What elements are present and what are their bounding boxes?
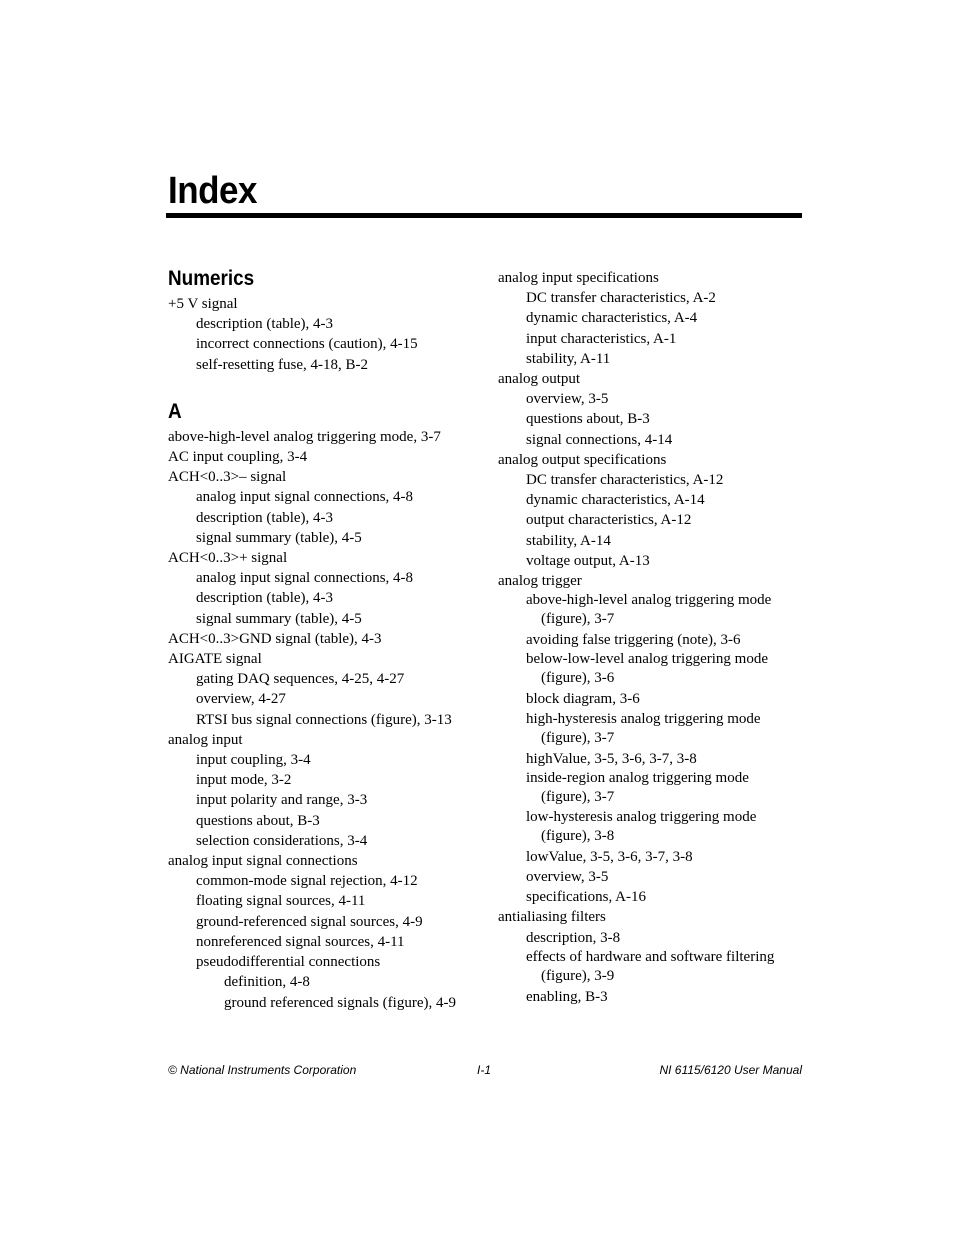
index-subsubentry: ground referenced signals (figure), 4-9 — [224, 994, 456, 1011]
index-subentry: above-high-level analog triggering mode (figure), 3-7 — [526, 592, 772, 628]
index-subentry: description (table), 4-3 — [196, 509, 334, 526]
index-subentry: ground-referenced signal sources, 4-9 — [196, 913, 423, 930]
index-subentry: selection considerations, 3-4 — [196, 832, 368, 849]
index-entry: antialiasing filters — [498, 909, 606, 926]
index-subentry: block diagram, 3-6 — [526, 691, 640, 708]
index-subentry: questions about, B-3 — [526, 411, 650, 428]
index-subentry: specifications, A-16 — [526, 889, 646, 906]
index-entry: analog trigger — [498, 573, 582, 590]
index-subentry: overview, 3-5 — [526, 391, 609, 408]
index-subentry: common-mode signal rejection, 4-12 — [196, 873, 418, 890]
index-subentry: input mode, 3-2 — [196, 772, 292, 789]
index-subentry: DC transfer characteristics, A-2 — [526, 290, 716, 307]
index-subentry: effects of hardware and software filtering (figure), 3-9 — [526, 948, 775, 984]
index-subentry: signal connections, 4-14 — [526, 431, 673, 448]
index-subentry: dynamic characteristics, A-14 — [526, 492, 705, 509]
index-entry: AC input coupling, 3-4 — [168, 449, 308, 466]
index-subentry: input polarity and range, 3-3 — [196, 792, 368, 809]
footer-copyright: © National Instruments Corporation — [168, 1063, 357, 1077]
index-entry: +5 V signal — [168, 296, 238, 312]
index-entry: AIGATE signal — [168, 651, 262, 668]
index-subentry: nonreferenced signal sources, 4-11 — [196, 933, 405, 950]
index-subentry: low-hysteresis analog triggering mode (figure), 3-8 — [526, 808, 757, 844]
index-subentry: output characteristics, A-12 — [526, 512, 692, 529]
index-entry: ACH<0..3>– signal — [168, 469, 287, 486]
index-subentry: description (table), 4-3 — [196, 316, 334, 333]
right-column — [498, 268, 802, 1007]
title-rule — [166, 213, 802, 218]
index-subentry: high-hysteresis analog triggering mode (figure), 3-7 — [526, 710, 761, 746]
index-subentry: stability, A-11 — [526, 350, 611, 367]
index-subentry: input characteristics, A-1 — [526, 330, 677, 347]
section-heading-numerics: Numerics — [168, 267, 255, 290]
index-subentry: overview, 3-5 — [526, 869, 609, 886]
index-entry: analog output — [498, 371, 581, 388]
index-entry: analog input signal connections — [168, 853, 358, 870]
index-subentry: below-low-level analog triggering mode (figure), 3-6 — [526, 651, 769, 687]
index-subentry: incorrect connections (caution), 4-15 — [196, 336, 418, 353]
index-subentry: signal summary (table), 4-5 — [196, 610, 362, 627]
index-subentry: overview, 4-27 — [196, 691, 286, 708]
index-subentry: pseudodifferential connections — [196, 954, 381, 971]
section-heading-a: A — [168, 399, 182, 423]
footer-manual-title: NI 6115/6120 User Manual — [659, 1063, 802, 1077]
page-title: Index — [168, 170, 258, 212]
left-column — [168, 264, 478, 1013]
index-subentry: floating signal sources, 4-11 — [196, 893, 366, 910]
index-subentry: stability, A-14 — [526, 532, 611, 549]
index-subentry: questions about, B-3 — [196, 812, 320, 829]
index-subentry: self-resetting fuse, 4-18, B-2 — [196, 356, 369, 373]
index-subentry: analog input signal connections, 4-8 — [196, 489, 414, 506]
index-subentry: description (table), 4-3 — [196, 590, 334, 607]
index-entry: ACH<0..3>GND signal (table), 4-3 — [168, 630, 382, 647]
index-entry: above-high-level analog triggering mode, 3-7 — [168, 428, 441, 445]
index-entry: analog input — [168, 731, 243, 748]
index-entry: ACH<0..3>+ signal — [168, 550, 288, 567]
index-subentry: analog input signal connections, 4-8 — [196, 570, 414, 587]
index-subentry: DC transfer characteristics, A-12 — [526, 472, 724, 489]
index-subentry: dynamic characteristics, A-4 — [526, 310, 698, 327]
section-gap — [168, 375, 478, 397]
footer-page-number: I-1 — [477, 1063, 492, 1077]
index-subsubentry: definition, 4-8 — [224, 974, 310, 991]
index-subentry: description, 3-8 — [526, 929, 621, 946]
index-subentry: avoiding false triggering (note), 3-6 — [526, 632, 741, 649]
index-entry: analog input specifications — [498, 270, 659, 286]
index-subentry: signal summary (table), 4-5 — [196, 529, 362, 546]
index-subentry: highValue, 3-5, 3-6, 3-7, 3-8 — [526, 750, 697, 767]
index-subentry: voltage output, A-13 — [526, 552, 650, 569]
index-subentry: inside-region analog triggering mode (figure), 3-7 — [526, 769, 749, 805]
index-subentry: RTSI bus signal connections (figure), 3-13 — [196, 711, 452, 728]
index-subentry: enabling, B-3 — [526, 988, 608, 1005]
index-entry: analog output specifications — [498, 451, 667, 468]
index-subentry: gating DAQ sequences, 4-25, 4-27 — [196, 671, 405, 688]
index-subentry: input coupling, 3-4 — [196, 752, 311, 769]
index-subentry: lowValue, 3-5, 3-6, 3-7, 3-8 — [526, 848, 693, 865]
